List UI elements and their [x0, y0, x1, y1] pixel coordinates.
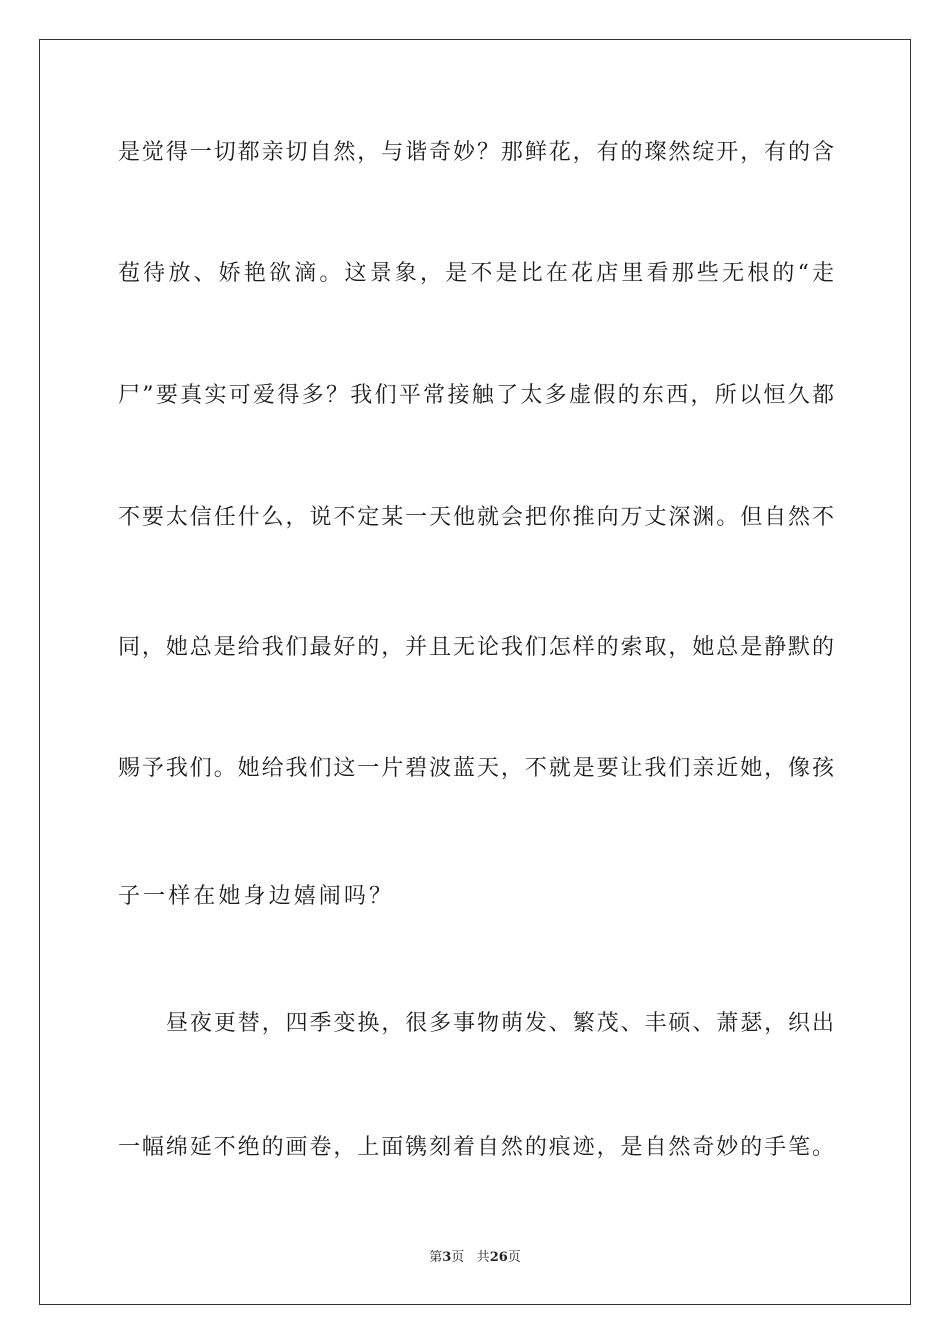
page-footer	[0, 1246, 950, 1265]
text-line: 不要太信任什么，说不定某一天他就会把你推向万丈深渊。但自然不	[118, 505, 834, 530]
total-pages: 26	[489, 1250, 508, 1265]
page-label-prefix: 第	[429, 1250, 443, 1265]
text-line: 子一样在她身边嬉闹吗？	[118, 884, 395, 909]
paragraph-first-line: 昼夜更替，四季变换，很多事物萌发、繁茂、丰硕、萧瑟，织出	[166, 1011, 834, 1036]
total-label-prefix: 共	[476, 1250, 490, 1265]
text-line: 是觉得一切都亲切自然，与谐奇妙？那鲜花，有的璨然绽开，有的含	[118, 140, 834, 165]
page-frame	[39, 39, 911, 1305]
total-label-suffix: 页	[507, 1250, 521, 1265]
text-line: 同，她总是给我们最好的，并且无论我们怎样的索取，她总是静默的	[118, 635, 834, 660]
text-line: 一幅绵延不绝的画卷，上面镌刻着自然的痕迹，是自然奇妙的手笔。	[118, 1135, 834, 1160]
page-label-suffix: 页	[451, 1250, 465, 1265]
text-line: 苞待放、娇艳欲滴。这景象，是不是比在花店里看那些无根的“走	[118, 261, 834, 286]
page-number: 3	[442, 1250, 452, 1265]
text-line: 赐予我们。她给我们这一片碧波蓝天，不就是要让我们亲近她，像孩	[118, 756, 834, 781]
text-line: 尸”要真实可爱得多？我们平常接触了太多虚假的东西，所以恒久都	[118, 383, 834, 408]
